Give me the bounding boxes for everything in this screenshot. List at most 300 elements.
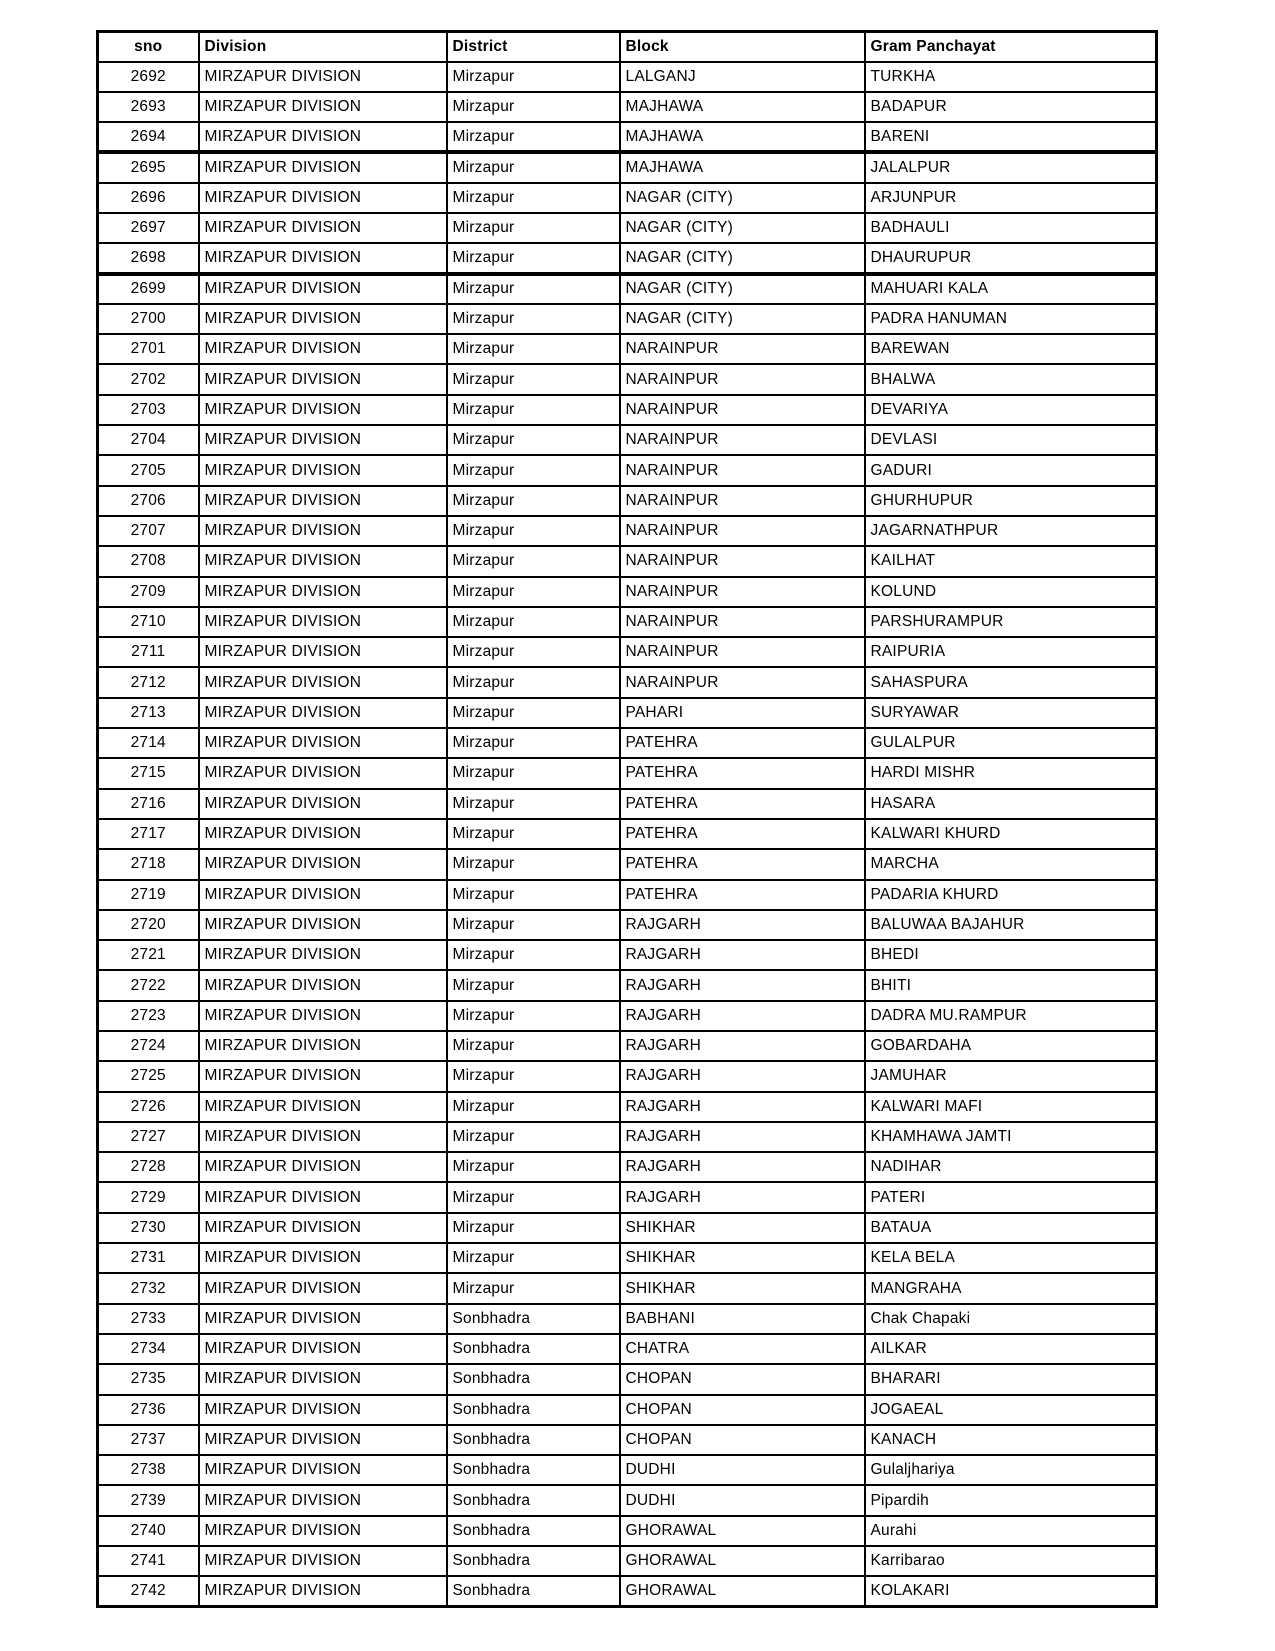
table-row [98, 1576, 1157, 1606]
cell-district: Mirzapur [447, 1273, 620, 1303]
table-row [98, 1304, 1157, 1334]
cell-gram-panchayat: BHEDI [865, 940, 1157, 970]
cell-division: MIRZAPUR DIVISION [199, 758, 447, 788]
cell-gram-panchayat: MANGRAHA [865, 1273, 1157, 1303]
cell-district: Sonbhadra [447, 1485, 620, 1515]
cell-gram-panchayat: JAMUHAR [865, 1061, 1157, 1091]
cell-division: MIRZAPUR DIVISION [199, 1516, 447, 1546]
cell-block: PATEHRA [620, 728, 865, 758]
cell-division: MIRZAPUR DIVISION [199, 1395, 447, 1425]
cell-division: MIRZAPUR DIVISION [199, 940, 447, 970]
cell-district: Mirzapur [447, 455, 620, 485]
table-row [98, 1485, 1157, 1515]
cell-gram-panchayat: ARJUNPUR [865, 183, 1157, 213]
cell-gram-panchayat: SAHASPURA [865, 667, 1157, 697]
table-row [98, 1122, 1157, 1152]
cell-gram-panchayat: PADARIA KHURD [865, 880, 1157, 910]
cell-gram-panchayat: PADRA HANUMAN [865, 304, 1157, 334]
cell-gram-panchayat: BHITI [865, 970, 1157, 1000]
cell-district: Mirzapur [447, 910, 620, 940]
cell-sno: 2720 [98, 910, 199, 940]
table-row [98, 152, 1157, 182]
cell-gram-panchayat: KOLAKARI [865, 1576, 1157, 1606]
cell-block: PATEHRA [620, 758, 865, 788]
cell-sno: 2735 [98, 1364, 199, 1394]
cell-division: MIRZAPUR DIVISION [199, 304, 447, 334]
cell-gram-panchayat: GOBARDAHA [865, 1031, 1157, 1061]
table-row [98, 1516, 1157, 1546]
table-row [98, 183, 1157, 213]
cell-sno: 2707 [98, 516, 199, 546]
table-row [98, 849, 1157, 879]
cell-district: Sonbhadra [447, 1425, 620, 1455]
header-district: District [447, 32, 620, 62]
cell-gram-panchayat: PARSHURAMPUR [865, 607, 1157, 637]
cell-division: MIRZAPUR DIVISION [199, 243, 447, 273]
cell-division: MIRZAPUR DIVISION [199, 364, 447, 394]
cell-district: Sonbhadra [447, 1395, 620, 1425]
table-row [98, 577, 1157, 607]
cell-sno: 2731 [98, 1243, 199, 1273]
cell-sno: 2726 [98, 1092, 199, 1122]
cell-division: MIRZAPUR DIVISION [199, 1546, 447, 1576]
cell-district: Mirzapur [447, 849, 620, 879]
cell-division: MIRZAPUR DIVISION [199, 1485, 447, 1515]
cell-block: CHATRA [620, 1334, 865, 1364]
table-row [98, 546, 1157, 576]
cell-sno: 2705 [98, 455, 199, 485]
table-row [98, 1061, 1157, 1091]
cell-district: Sonbhadra [447, 1546, 620, 1576]
cell-sno: 2727 [98, 1122, 199, 1152]
table-row [98, 910, 1157, 940]
cell-block: LALGANJ [620, 62, 865, 92]
cell-district: Mirzapur [447, 334, 620, 364]
cell-sno: 2719 [98, 880, 199, 910]
cell-block: RAJGARH [620, 1152, 865, 1182]
cell-gram-panchayat: KAILHAT [865, 546, 1157, 576]
cell-district: Mirzapur [447, 758, 620, 788]
cell-district: Mirzapur [447, 1001, 620, 1031]
cell-gram-panchayat: KOLUND [865, 577, 1157, 607]
cell-gram-panchayat: KALWARI KHURD [865, 819, 1157, 849]
cell-gram-panchayat: JAGARNATHPUR [865, 516, 1157, 546]
cell-sno: 2725 [98, 1061, 199, 1091]
cell-block: NARAINPUR [620, 637, 865, 667]
cell-block: RAJGARH [620, 1092, 865, 1122]
cell-sno: 2709 [98, 577, 199, 607]
cell-sno: 2736 [98, 1395, 199, 1425]
cell-division: MIRZAPUR DIVISION [199, 637, 447, 667]
cell-gram-panchayat: SURYAWAR [865, 698, 1157, 728]
cell-gram-panchayat: BADAPUR [865, 92, 1157, 122]
cell-gram-panchayat: BHALWA [865, 364, 1157, 394]
cell-district: Mirzapur [447, 274, 620, 304]
cell-district: Mirzapur [447, 546, 620, 576]
cell-gram-panchayat: HARDI MISHR [865, 758, 1157, 788]
cell-district: Mirzapur [447, 1182, 620, 1212]
cell-block: DUDHI [620, 1455, 865, 1485]
cell-sno: 2696 [98, 183, 199, 213]
cell-block: NARAINPUR [620, 334, 865, 364]
cell-sno: 2711 [98, 637, 199, 667]
cell-division: MIRZAPUR DIVISION [199, 1364, 447, 1394]
cell-sno: 2714 [98, 728, 199, 758]
table-row [98, 364, 1157, 394]
cell-district: Mirzapur [447, 1213, 620, 1243]
cell-sno: 2738 [98, 1455, 199, 1485]
cell-district: Mirzapur [447, 122, 620, 152]
cell-sno: 2698 [98, 243, 199, 273]
cell-sno: 2728 [98, 1152, 199, 1182]
cell-sno: 2739 [98, 1485, 199, 1515]
cell-block: NARAINPUR [620, 486, 865, 516]
cell-sno: 2710 [98, 607, 199, 637]
cell-division: MIRZAPUR DIVISION [199, 1334, 447, 1364]
cell-sno: 2740 [98, 1516, 199, 1546]
cell-sno: 2715 [98, 758, 199, 788]
cell-division: MIRZAPUR DIVISION [199, 1425, 447, 1455]
cell-sno: 2730 [98, 1213, 199, 1243]
cell-division: MIRZAPUR DIVISION [199, 1122, 447, 1152]
cell-gram-panchayat: BATAUA [865, 1213, 1157, 1243]
cell-block: CHOPAN [620, 1425, 865, 1455]
table-row [98, 516, 1157, 546]
cell-division: MIRZAPUR DIVISION [199, 728, 447, 758]
cell-gram-panchayat: AILKAR [865, 1334, 1157, 1364]
cell-block: PAHARI [620, 698, 865, 728]
cell-sno: 2706 [98, 486, 199, 516]
cell-block: CHOPAN [620, 1364, 865, 1394]
cell-division: MIRZAPUR DIVISION [199, 910, 447, 940]
header-block: Block [620, 32, 865, 62]
table-row [98, 698, 1157, 728]
table-row [98, 1001, 1157, 1031]
cell-gram-panchayat: BALUWAA BAJAHUR [865, 910, 1157, 940]
cell-block: RAJGARH [620, 940, 865, 970]
cell-block: NAGAR (CITY) [620, 274, 865, 304]
cell-division: MIRZAPUR DIVISION [199, 546, 447, 576]
table-row [98, 637, 1157, 667]
cell-block: RAJGARH [620, 1061, 865, 1091]
cell-sno: 2702 [98, 364, 199, 394]
cell-division: MIRZAPUR DIVISION [199, 1092, 447, 1122]
cell-sno: 2692 [98, 62, 199, 92]
cell-block: GHORAWAL [620, 1546, 865, 1576]
table-row [98, 395, 1157, 425]
cell-block: BABHANI [620, 1304, 865, 1334]
cell-district: Mirzapur [447, 819, 620, 849]
table-row [98, 789, 1157, 819]
cell-division: MIRZAPUR DIVISION [199, 486, 447, 516]
cell-gram-panchayat: TURKHA [865, 62, 1157, 92]
cell-division: MIRZAPUR DIVISION [199, 1576, 447, 1606]
cell-district: Mirzapur [447, 395, 620, 425]
table-row [98, 607, 1157, 637]
cell-gram-panchayat: KELA BELA [865, 1243, 1157, 1273]
cell-block: NAGAR (CITY) [620, 243, 865, 273]
cell-division: MIRZAPUR DIVISION [199, 62, 447, 92]
cell-block: RAJGARH [620, 1182, 865, 1212]
cell-division: MIRZAPUR DIVISION [199, 607, 447, 637]
table-row [98, 758, 1157, 788]
cell-gram-panchayat: JOGAEAL [865, 1395, 1157, 1425]
header-sno: sno [98, 32, 199, 62]
cell-gram-panchayat: KALWARI MAFI [865, 1092, 1157, 1122]
cell-division: MIRZAPUR DIVISION [199, 455, 447, 485]
cell-division: MIRZAPUR DIVISION [199, 152, 447, 182]
table-row [98, 667, 1157, 697]
cell-division: MIRZAPUR DIVISION [199, 334, 447, 364]
cell-district: Mirzapur [447, 1243, 620, 1273]
cell-block: PATEHRA [620, 880, 865, 910]
cell-sno: 2693 [98, 92, 199, 122]
cell-district: Mirzapur [447, 92, 620, 122]
cell-block: DUDHI [620, 1485, 865, 1515]
cell-block: RAJGARH [620, 1031, 865, 1061]
cell-gram-panchayat: BHARARI [865, 1364, 1157, 1394]
cell-division: MIRZAPUR DIVISION [199, 819, 447, 849]
cell-gram-panchayat: JALALPUR [865, 152, 1157, 182]
table-row [98, 1213, 1157, 1243]
cell-block: NARAINPUR [620, 516, 865, 546]
table-row [98, 1364, 1157, 1394]
cell-district: Mirzapur [447, 425, 620, 455]
cell-division: MIRZAPUR DIVISION [199, 789, 447, 819]
cell-sno: 2734 [98, 1334, 199, 1364]
table-row [98, 274, 1157, 304]
cell-gram-panchayat: BADHAULI [865, 213, 1157, 243]
cell-sno: 2722 [98, 970, 199, 1000]
cell-sno: 2703 [98, 395, 199, 425]
cell-block: RAJGARH [620, 1122, 865, 1152]
table-row [98, 1425, 1157, 1455]
cell-block: GHORAWAL [620, 1516, 865, 1546]
cell-district: Sonbhadra [447, 1364, 620, 1394]
gram-panchayat-table [96, 30, 1158, 1608]
cell-gram-panchayat: Karribarao [865, 1546, 1157, 1576]
cell-block: RAJGARH [620, 910, 865, 940]
cell-block: NARAINPUR [620, 455, 865, 485]
table-row [98, 970, 1157, 1000]
cell-block: MAJHAWA [620, 122, 865, 152]
cell-district: Mirzapur [447, 243, 620, 273]
cell-division: MIRZAPUR DIVISION [199, 213, 447, 243]
table-row [98, 304, 1157, 334]
cell-sno: 2713 [98, 698, 199, 728]
table-row [98, 1455, 1157, 1485]
header-gram-panchayat: Gram Panchayat [865, 32, 1157, 62]
table-row [98, 486, 1157, 516]
table-row [98, 92, 1157, 122]
cell-sno: 2729 [98, 1182, 199, 1212]
cell-sno: 2742 [98, 1576, 199, 1606]
cell-block: NAGAR (CITY) [620, 304, 865, 334]
cell-division: MIRZAPUR DIVISION [199, 577, 447, 607]
cell-sno: 2708 [98, 546, 199, 576]
table-row [98, 1334, 1157, 1364]
cell-block: PATEHRA [620, 849, 865, 879]
cell-gram-panchayat: DEVARIYA [865, 395, 1157, 425]
cell-district: Mirzapur [447, 304, 620, 334]
cell-gram-panchayat: HASARA [865, 789, 1157, 819]
table-row [98, 1273, 1157, 1303]
cell-division: MIRZAPUR DIVISION [199, 1304, 447, 1334]
cell-division: MIRZAPUR DIVISION [199, 1243, 447, 1273]
table-row [98, 1395, 1157, 1425]
cell-sno: 2721 [98, 940, 199, 970]
cell-district: Mirzapur [447, 1061, 620, 1091]
table-row [98, 940, 1157, 970]
cell-district: Mirzapur [447, 62, 620, 92]
cell-division: MIRZAPUR DIVISION [199, 1182, 447, 1212]
cell-sno: 2718 [98, 849, 199, 879]
cell-gram-panchayat: BARENI [865, 122, 1157, 152]
table-row [98, 1152, 1157, 1182]
cell-district: Mirzapur [447, 1031, 620, 1061]
cell-gram-panchayat: DEVLASI [865, 425, 1157, 455]
cell-division: MIRZAPUR DIVISION [199, 880, 447, 910]
cell-district: Mirzapur [447, 183, 620, 213]
cell-district: Mirzapur [447, 1152, 620, 1182]
cell-division: MIRZAPUR DIVISION [199, 1273, 447, 1303]
cell-sno: 2724 [98, 1031, 199, 1061]
cell-sno: 2716 [98, 789, 199, 819]
cell-gram-panchayat: BAREWAN [865, 334, 1157, 364]
table-row [98, 1182, 1157, 1212]
cell-division: MIRZAPUR DIVISION [199, 516, 447, 546]
table-row [98, 1031, 1157, 1061]
cell-gram-panchayat: Gulaljhariya [865, 1455, 1157, 1485]
cell-division: MIRZAPUR DIVISION [199, 1152, 447, 1182]
cell-sno: 2733 [98, 1304, 199, 1334]
cell-division: MIRZAPUR DIVISION [199, 1001, 447, 1031]
cell-sno: 2732 [98, 1273, 199, 1303]
cell-gram-panchayat: PATERI [865, 1182, 1157, 1212]
cell-division: MIRZAPUR DIVISION [199, 1061, 447, 1091]
cell-gram-panchayat: DADRA MU.RAMPUR [865, 1001, 1157, 1031]
cell-district: Sonbhadra [447, 1455, 620, 1485]
cell-block: NARAINPUR [620, 546, 865, 576]
cell-block: PATEHRA [620, 819, 865, 849]
cell-district: Mirzapur [447, 1122, 620, 1152]
cell-block: MAJHAWA [620, 92, 865, 122]
cell-district: Mirzapur [447, 577, 620, 607]
cell-division: MIRZAPUR DIVISION [199, 183, 447, 213]
cell-district: Mirzapur [447, 364, 620, 394]
cell-gram-panchayat: Chak Chapaki [865, 1304, 1157, 1334]
cell-gram-panchayat: MARCHA [865, 849, 1157, 879]
cell-block: NAGAR (CITY) [620, 183, 865, 213]
cell-sno: 2704 [98, 425, 199, 455]
cell-sno: 2697 [98, 213, 199, 243]
table-row [98, 1546, 1157, 1576]
cell-block: SHIKHAR [620, 1243, 865, 1273]
cell-district: Mirzapur [447, 667, 620, 697]
cell-gram-panchayat: Pipardih [865, 1485, 1157, 1515]
table-row [98, 1092, 1157, 1122]
cell-district: Sonbhadra [447, 1516, 620, 1546]
cell-block: SHIKHAR [620, 1273, 865, 1303]
cell-block: CHOPAN [620, 1395, 865, 1425]
cell-division: MIRZAPUR DIVISION [199, 122, 447, 152]
cell-sno: 2717 [98, 819, 199, 849]
cell-division: MIRZAPUR DIVISION [199, 667, 447, 697]
cell-gram-panchayat: KANACH [865, 1425, 1157, 1455]
table-row [98, 1243, 1157, 1273]
cell-block: NARAINPUR [620, 425, 865, 455]
cell-gram-panchayat: KHAMHAWA JAMTI [865, 1122, 1157, 1152]
cell-division: MIRZAPUR DIVISION [199, 92, 447, 122]
cell-district: Mirzapur [447, 1092, 620, 1122]
cell-sno: 2737 [98, 1425, 199, 1455]
cell-division: MIRZAPUR DIVISION [199, 698, 447, 728]
table-row [98, 455, 1157, 485]
cell-gram-panchayat: GADURI [865, 455, 1157, 485]
cell-block: MAJHAWA [620, 152, 865, 182]
cell-division: MIRZAPUR DIVISION [199, 849, 447, 879]
cell-gram-panchayat: MAHUARI KALA [865, 274, 1157, 304]
cell-division: MIRZAPUR DIVISION [199, 970, 447, 1000]
cell-district: Mirzapur [447, 637, 620, 667]
cell-district: Mirzapur [447, 940, 620, 970]
cell-block: NAGAR (CITY) [620, 213, 865, 243]
cell-division: MIRZAPUR DIVISION [199, 1213, 447, 1243]
cell-block: RAJGARH [620, 970, 865, 1000]
cell-block: NARAINPUR [620, 395, 865, 425]
cell-district: Sonbhadra [447, 1576, 620, 1606]
cell-division: MIRZAPUR DIVISION [199, 1455, 447, 1485]
header-row [98, 32, 1157, 62]
cell-gram-panchayat: GHURHUPUR [865, 486, 1157, 516]
cell-district: Mirzapur [447, 728, 620, 758]
table-row [98, 728, 1157, 758]
table-row [98, 334, 1157, 364]
cell-gram-panchayat: NADIHAR [865, 1152, 1157, 1182]
cell-sno: 2694 [98, 122, 199, 152]
cell-district: Mirzapur [447, 213, 620, 243]
cell-division: MIRZAPUR DIVISION [199, 274, 447, 304]
cell-district: Mirzapur [447, 486, 620, 516]
table-row [98, 880, 1157, 910]
cell-gram-panchayat: DHAURUPUR [865, 243, 1157, 273]
cell-district: Mirzapur [447, 607, 620, 637]
cell-block: NARAINPUR [620, 364, 865, 394]
cell-gram-panchayat: Aurahi [865, 1516, 1157, 1546]
cell-division: MIRZAPUR DIVISION [199, 425, 447, 455]
cell-gram-panchayat: GULALPUR [865, 728, 1157, 758]
cell-district: Sonbhadra [447, 1304, 620, 1334]
cell-division: MIRZAPUR DIVISION [199, 395, 447, 425]
cell-sno: 2700 [98, 304, 199, 334]
cell-sno: 2699 [98, 274, 199, 304]
cell-district: Sonbhadra [447, 1334, 620, 1364]
header-division: Division [199, 32, 447, 62]
cell-sno: 2723 [98, 1001, 199, 1031]
table-row [98, 819, 1157, 849]
cell-block: NARAINPUR [620, 667, 865, 697]
table-row [98, 243, 1157, 273]
cell-sno: 2701 [98, 334, 199, 364]
cell-block: SHIKHAR [620, 1213, 865, 1243]
table-row [98, 425, 1157, 455]
cell-block: NARAINPUR [620, 607, 865, 637]
cell-division: MIRZAPUR DIVISION [199, 1031, 447, 1061]
cell-district: Mirzapur [447, 789, 620, 819]
cell-district: Mirzapur [447, 698, 620, 728]
table-row [98, 62, 1157, 92]
cell-sno: 2712 [98, 667, 199, 697]
